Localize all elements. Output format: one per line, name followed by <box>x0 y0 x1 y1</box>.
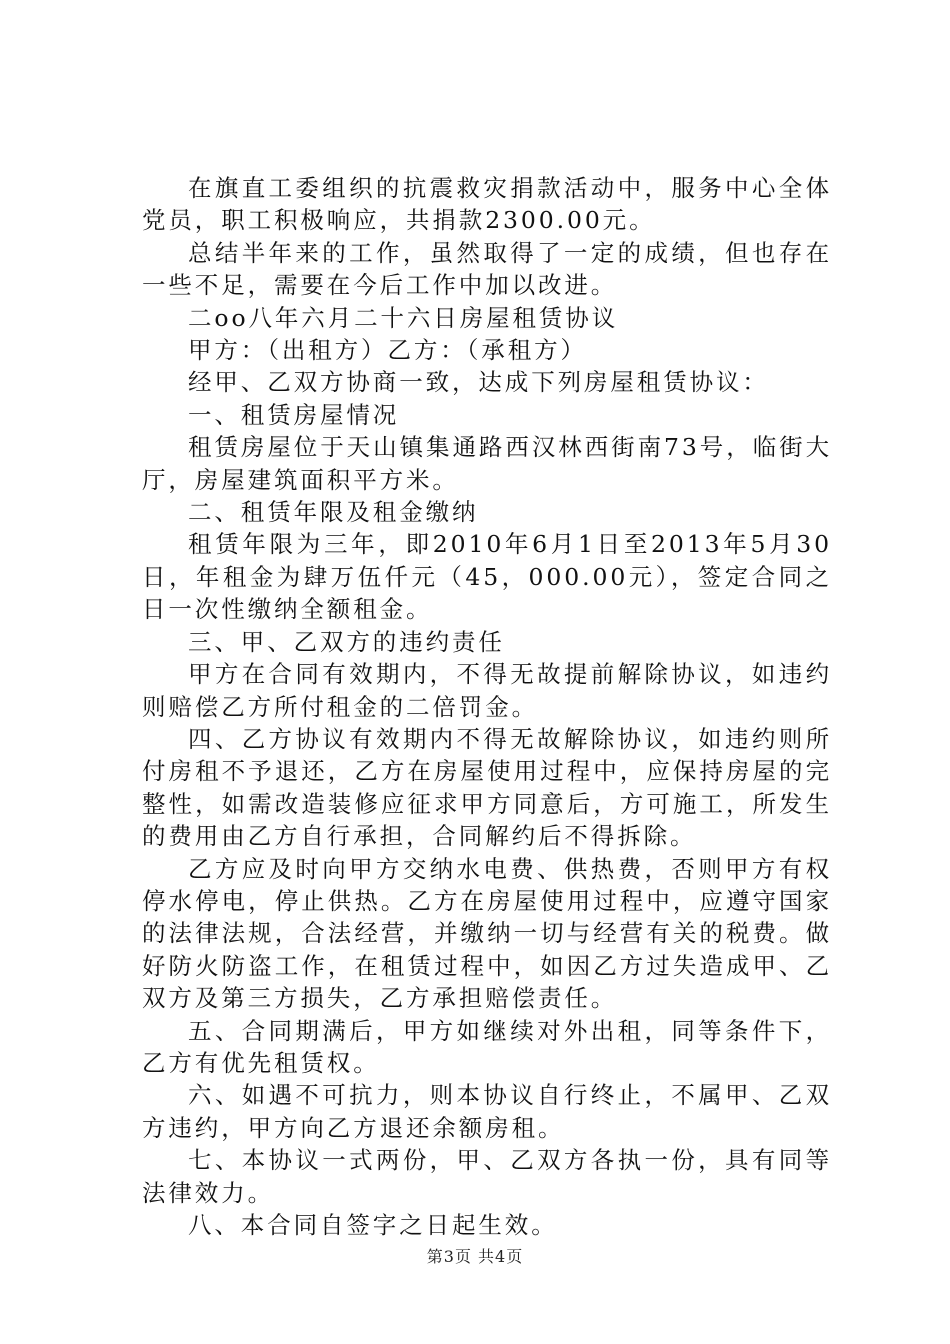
section-heading-term-rent: 二、租赁年限及租金缴纳 <box>188 498 479 527</box>
paragraph-clause-six: 六、如遇不可抗力，则本协议自行终止，不属甲、乙双方违约，甲方向乙方退还余额房租。 <box>142 1081 832 1142</box>
section-heading-liability: 三、甲、乙双方的违约责任 <box>188 627 505 656</box>
page-number-footer: 第3页 共4页 <box>426 1247 524 1266</box>
paragraph-clause-seven: 七、本协议一式两份，甲、乙双方各执一份，具有同等法律效力。 <box>142 1146 832 1207</box>
paragraph-date-title: 二oo八年六月二十六日房屋租赁协议 <box>188 303 619 332</box>
paragraph-summary: 总结半年来的工作，虽然取得了一定的成绩，但也存在一些不足，需要在今后工作中加以改进。 <box>142 238 832 300</box>
paragraph-clause-eight: 八、本合同自签字之日起生效。 <box>188 1211 558 1239</box>
paragraph-parties: 甲方：（出租方）乙方：（承租方） <box>188 336 587 365</box>
paragraph-party-b-liability: 四、乙方协议有效期内不得无故解除协议，如违约则所付房租不予退还，乙方在房屋使用过程中，应保持房屋的完整性，如需改造装修应征求甲方同意后，方可施工，所发生的费用由乙方自行承担，合同解约后不得拆除。 <box>142 724 832 851</box>
paragraph-clause-five: 五、合同期满后，甲方如继续对外出租，同等条件下，乙方有优先租赁权。 <box>142 1016 832 1077</box>
document-body <box>142 172 832 1241</box>
paragraph-party-a-liability: 甲方在合同有效期内，不得无故提前解除协议，如违约则赔偿乙方所付租金的二倍罚金。 <box>142 660 832 721</box>
paragraph-donation: 在旗直工委组织的抗震救灾捐款活动中，服务中心全体党员，职工积极响应，共捐款2300.00元。 <box>142 174 832 235</box>
paragraph-term-rent: 租赁年限为三年，即2010年6月1日至2013年5月30日，年租金为肆万伍仟元（45，000.00元），签定合同之日一次性缴纳全额租金。 <box>142 530 832 624</box>
paragraph-utilities: 乙方应及时向甲方交纳水电费、供热费，否则甲方有权停水停电，停止供热。乙方在房屋使用过程中，应遵守国家的法律法规，合法经营，并缴纳一切与经营有关的税费。做好防火防盗工作，在租赁过程中，如因乙方过失造成甲、乙双方及第三方损失，乙方承担赔偿责任。 <box>142 854 832 1013</box>
paragraph-property-location: 租赁房屋位于天山镇集通路西汉林西街南73号，临街大厅，房屋建筑面积平方米。 <box>142 433 832 494</box>
section-heading-property: 一、租赁房屋情况 <box>188 400 400 429</box>
paragraph-agreement-intro: 经甲、乙双方协商一致，达成下列房屋租赁协议： <box>188 368 769 397</box>
